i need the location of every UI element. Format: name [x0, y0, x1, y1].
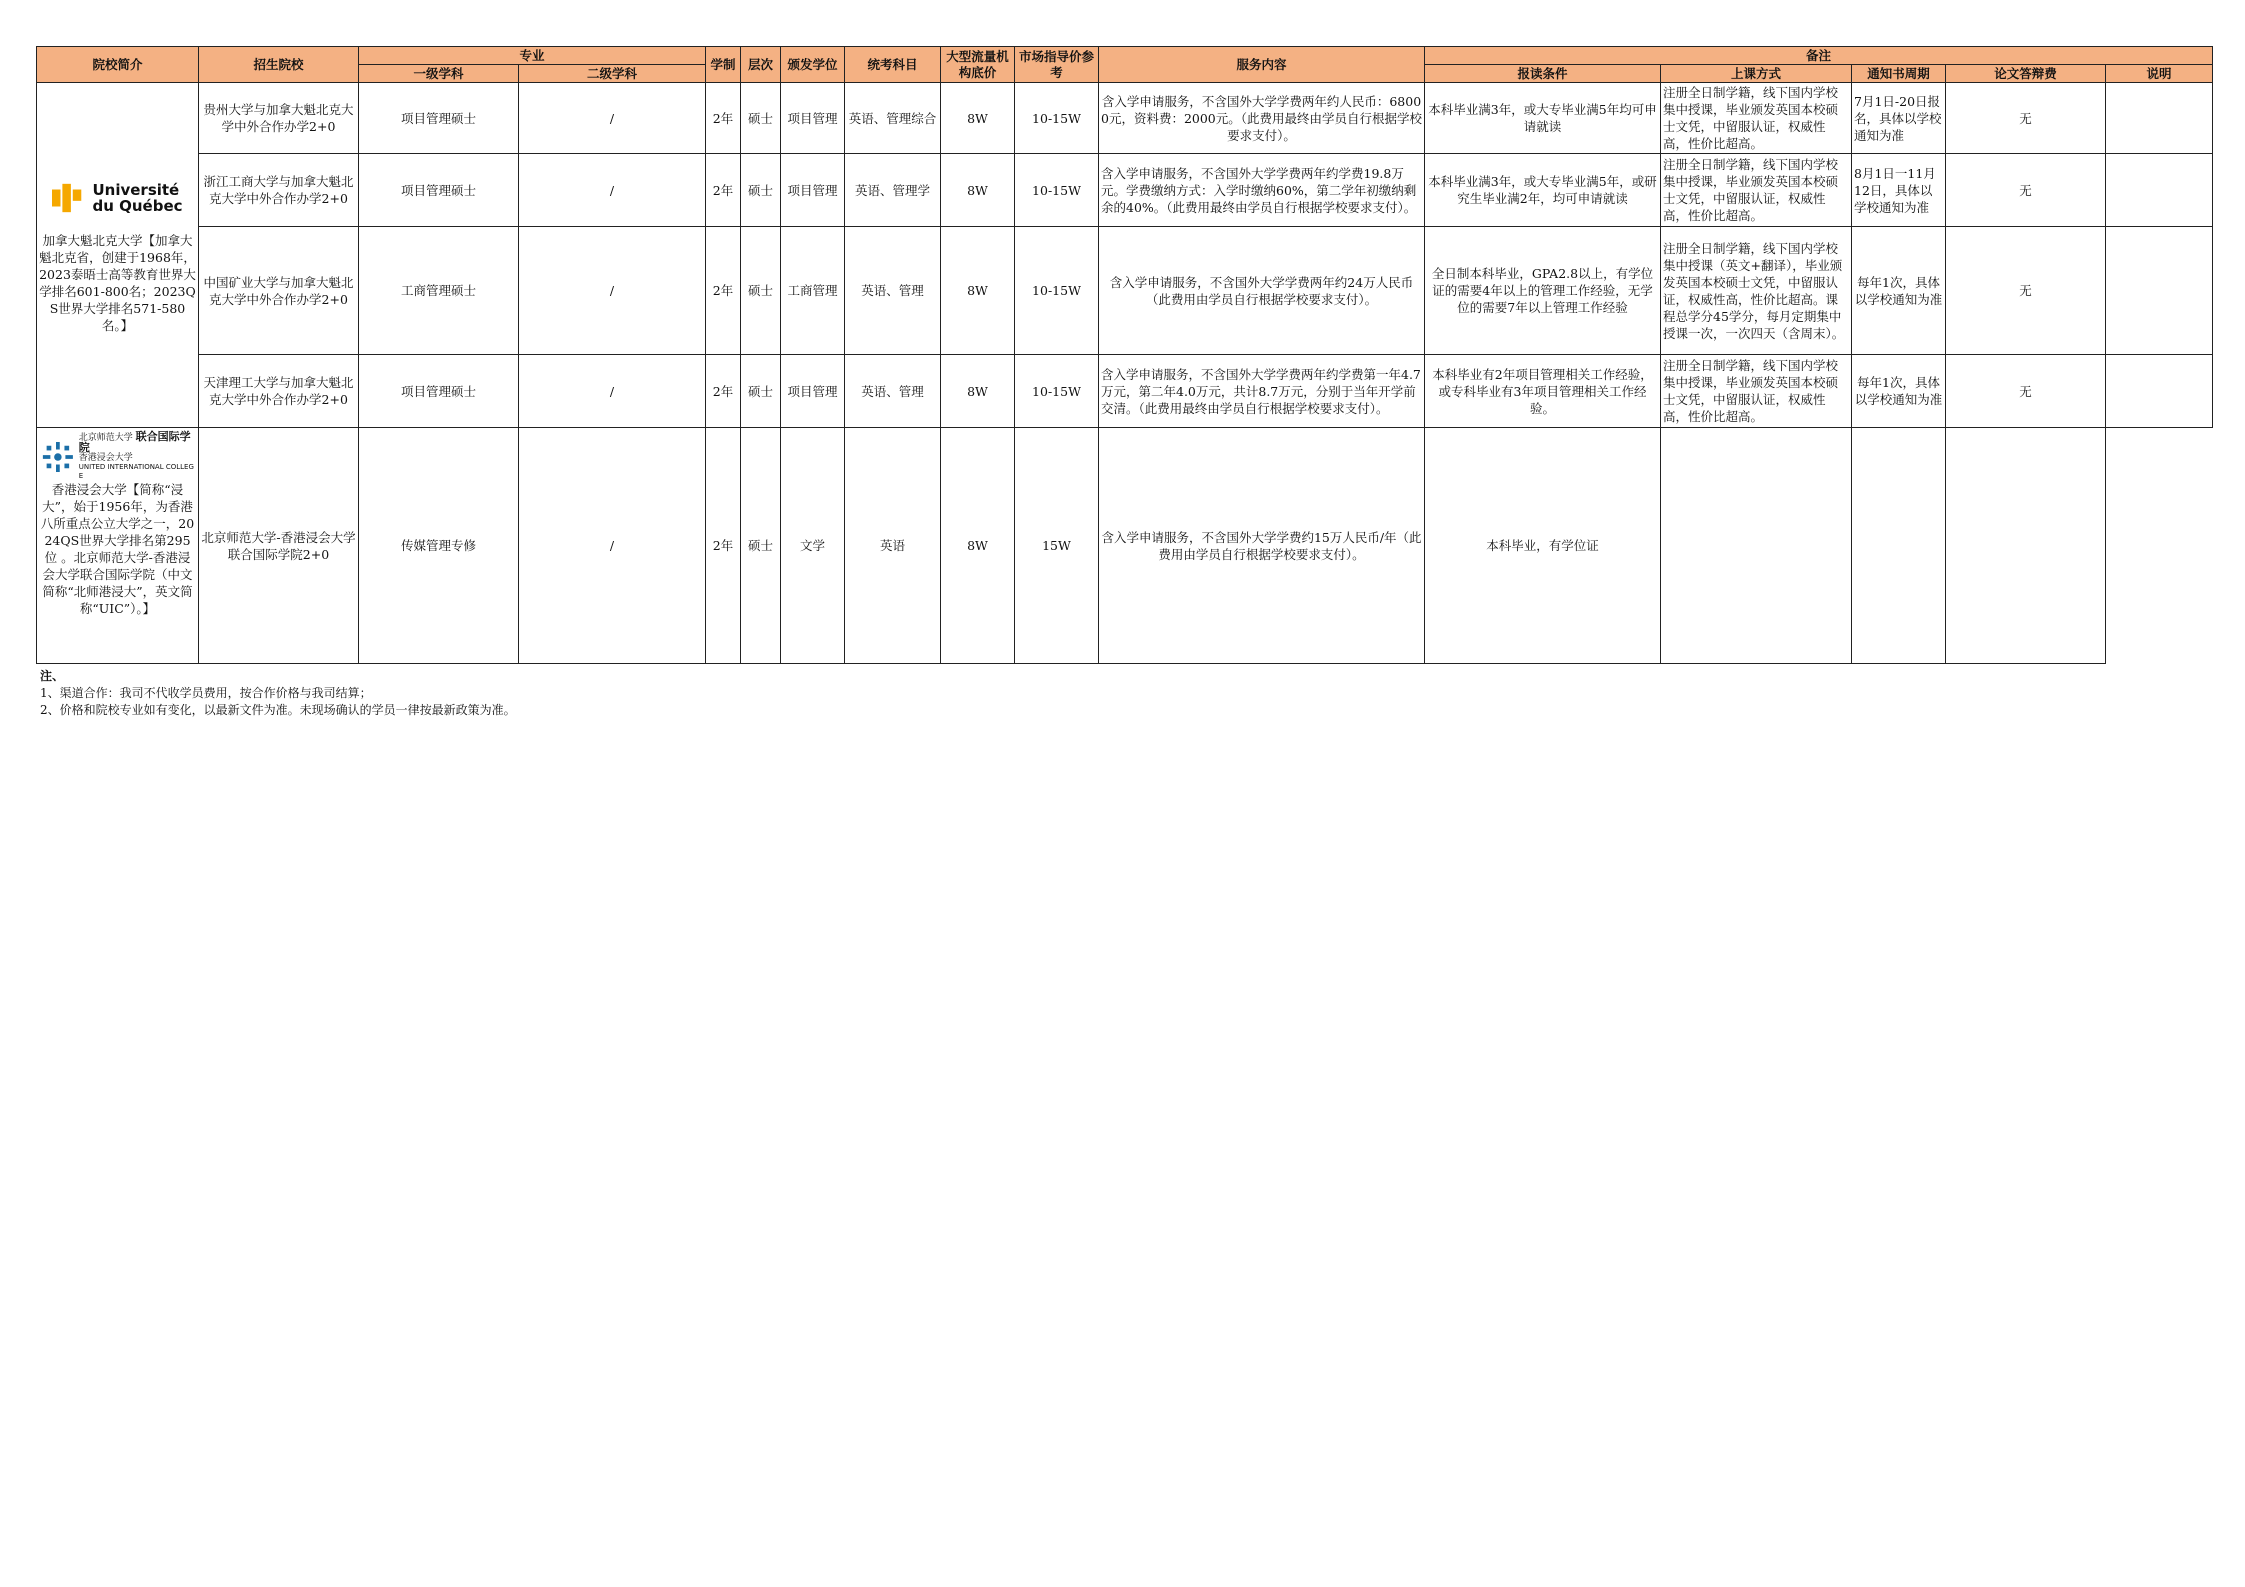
- uic-logo-line1: 北京师范大学: [78, 433, 133, 443]
- table-row: [37, 428, 2213, 664]
- market-price: 10-15W: [1015, 227, 1099, 355]
- col-service: 服务内容: [1099, 47, 1425, 83]
- exam: 英语、管理: [845, 227, 941, 355]
- degree: 工商管理: [781, 227, 845, 355]
- explain: [2106, 355, 2213, 428]
- floor-price: 8W: [941, 355, 1015, 428]
- level: 硕士: [741, 428, 781, 664]
- col-intro: 院校简介: [37, 47, 199, 83]
- table-row: [37, 227, 2213, 355]
- market-price: 15W: [1015, 428, 1099, 664]
- degree: 项目管理: [781, 154, 845, 227]
- service: 含入学申请服务，不含国外大学学费两年约24万人民币（此费用由学员自行根据学校要求支付）。: [1099, 227, 1425, 355]
- level: 硕士: [741, 355, 781, 428]
- duration: 2年: [706, 355, 741, 428]
- notice-cycle: [1852, 428, 1946, 664]
- level: 硕士: [741, 154, 781, 227]
- uq-logo-line2: du Québec: [92, 197, 183, 215]
- service: 含入学申请服务，不含国外大学学费两年约学费19.8万元。学费缴纳方式：入学时缴纳60%，第二学年初缴纳剩余的40%。（此费用最终由学员自行根据学校要求支付）。: [1099, 154, 1425, 227]
- class-mode: 注册全日制学籍，线下国内学校集中授课（英文+翻译），毕业颁发英国本校硕士文凭，中留服认证，权威性高，性价比超高。课程总学分45学分，每月定期集中授课一次，一次四天（含周末）。: [1661, 227, 1852, 355]
- class-mode: [1661, 428, 1852, 664]
- table-row: [37, 355, 2213, 428]
- notice-cycle: 每年1次，具体以学校通知为准: [1852, 355, 1946, 428]
- uic-logo-mark-icon: [41, 439, 75, 475]
- col-thesis-fee: 论文答辩费: [1946, 65, 2106, 83]
- thesis-fee: 无: [1946, 227, 2106, 355]
- major-l1: 工商管理硕士: [359, 227, 519, 355]
- table-row: [37, 83, 2213, 154]
- explain: [2106, 227, 2213, 355]
- exam: 英语: [845, 428, 941, 664]
- explain: [2106, 154, 2213, 227]
- notice-cycle: 7月1日-20日报名，具体以学校通知为准: [1852, 83, 1946, 154]
- table-row: [37, 154, 2213, 227]
- uic-logo-line4: UNITED INTERNATIONAL COLLEGE: [78, 463, 194, 480]
- thesis-fee: [1946, 428, 2106, 664]
- requirement: 本科毕业满3年，或大专毕业满5年均可申请就读: [1425, 83, 1661, 154]
- school-name: 中国矿业大学与加拿大魁北克大学中外合作办学2+0: [199, 227, 359, 355]
- notes: [40, 668, 516, 719]
- explain: [2106, 428, 2213, 664]
- duration: 2年: [706, 154, 741, 227]
- col-major-l1: 一级学科: [359, 65, 519, 83]
- major-l1: 项目管理硕士: [359, 355, 519, 428]
- school-intro-text: 加拿大魁北克大学【加拿大魁北克省，创建于1968年，2023泰晤士高等教育世界大学排名601-800名；2023QS世界大学排名571-580名。】: [39, 233, 196, 333]
- uic-logo-line2: 香港浸会大学: [78, 453, 133, 463]
- col-level: 层次: [741, 47, 781, 83]
- col-market-price: 市场指导价参考: [1015, 47, 1099, 83]
- floor-price: 8W: [941, 154, 1015, 227]
- major-l2: /: [519, 428, 706, 664]
- market-price: 10-15W: [1015, 83, 1099, 154]
- exam: 英语、管理综合: [845, 83, 941, 154]
- col-notice-cycle: 通知书周期: [1852, 65, 1946, 83]
- uq-logo: [39, 182, 196, 214]
- note-item: 2、价格和院校专业如有变化，以最新文件为准。未现场确认的学员一律按最新政策为准。: [40, 703, 516, 717]
- school-name: 贵州大学与加拿大魁北克大学中外合作办学2+0: [199, 83, 359, 154]
- col-requirement: 报读条件: [1425, 65, 1661, 83]
- col-major: 专业: [359, 47, 706, 65]
- school-intro-cell: [37, 83, 199, 428]
- col-exam: 统考科目: [845, 47, 941, 83]
- class-mode: 注册全日制学籍，线下国内学校集中授课，毕业颁发英国本校硕士文凭，中留服认证，权威性高，性价比超高。: [1661, 154, 1852, 227]
- degree: 文学: [781, 428, 845, 664]
- uq-logo-line1: Université: [92, 181, 180, 199]
- service: 含入学申请服务，不含国外大学学费约15万人民币/年（此费用由学员自行根据学校要求支付）。: [1099, 428, 1425, 664]
- col-explain: 说明: [2106, 65, 2213, 83]
- floor-price: 8W: [941, 83, 1015, 154]
- col-duration: 学制: [706, 47, 741, 83]
- col-remarks: 备注: [1425, 47, 2213, 65]
- degree: 项目管理: [781, 355, 845, 428]
- duration: 2年: [706, 227, 741, 355]
- uq-logo-mark-icon: [52, 183, 86, 213]
- duration: 2年: [706, 428, 741, 664]
- degree: 项目管理: [781, 83, 845, 154]
- school-intro-text: 香港浸会大学【简称“浸大”，始于1956年，为香港八所重点公立大学之一，2024QS世界大学排名第295位 。北京师范大学-香港浸会大学联合国际学院（中文简称“北师港浸大”，英文简称“UIC”）。】: [40, 482, 195, 616]
- uic-logo: [41, 432, 194, 481]
- note-item: 1、渠道合作：我司不代收学员费用，按合作价格与我司结算；: [40, 686, 372, 700]
- uic-logo-line3: 联合国际学院: [78, 430, 191, 454]
- thesis-fee: 无: [1946, 154, 2106, 227]
- level: 硕士: [741, 227, 781, 355]
- major-l2: /: [519, 83, 706, 154]
- major-l2: /: [519, 154, 706, 227]
- explain: [2106, 83, 2213, 154]
- exam: 英语、管理学: [845, 154, 941, 227]
- thesis-fee: 无: [1946, 355, 2106, 428]
- level: 硕士: [741, 83, 781, 154]
- school-name: 浙江工商大学与加拿大魁北克大学中外合作办学2+0: [199, 154, 359, 227]
- requirement: 本科毕业满3年，或大专毕业满5年，或研究生毕业满2年，均可申请就读: [1425, 154, 1661, 227]
- col-major-l2: 二级学科: [519, 65, 706, 83]
- major-l1: 传媒管理专修: [359, 428, 519, 664]
- col-floor-price: 大型流量机构底价: [941, 47, 1015, 83]
- school-intro-cell: [37, 428, 199, 664]
- requirement: 本科毕业有2年项目管理相关工作经验，或专科毕业有3年项目管理相关工作经验。: [1425, 355, 1661, 428]
- service: 含入学申请服务，不含国外大学学费两年约人民币：68000元，资料费：2000元。（此费用最终由学员自行根据学校要求支付）。: [1099, 83, 1425, 154]
- requirement: 全日制本科毕业，GPA2.8以上，有学位证的需要4年以上的管理工作经验，无学位的需要7年以上管理工作经验: [1425, 227, 1661, 355]
- program-table: [36, 46, 2213, 664]
- service: 含入学申请服务，不含国外大学学费两年约学费第一年4.7万元，第二年4.0万元，共计8.7万元，分别于当年开学前交清。（此费用最终由学员自行根据学校要求支付）。: [1099, 355, 1425, 428]
- floor-price: 8W: [941, 428, 1015, 664]
- notes-title: 注、: [40, 669, 65, 683]
- major-l2: /: [519, 227, 706, 355]
- requirement: 本科毕业，有学位证: [1425, 428, 1661, 664]
- school-name: 天津理工大学与加拿大魁北克大学中外合作办学2+0: [199, 355, 359, 428]
- class-mode: 注册全日制学籍，线下国内学校集中授课，毕业颁发英国本校硕士文凭，中留服认证，权威性高，性价比超高。: [1661, 355, 1852, 428]
- col-degree: 颁发学位: [781, 47, 845, 83]
- notice-cycle: 8月1日一11月12日，具体以学校通知为准: [1852, 154, 1946, 227]
- class-mode: 注册全日制学籍，线下国内学校集中授课，毕业颁发英国本校硕士文凭，中留服认证，权威性高，性价比超高。: [1661, 83, 1852, 154]
- school-name: 北京师范大学-香港浸会大学联合国际学院2+0: [199, 428, 359, 664]
- notice-cycle: 每年1次，具体以学校通知为准: [1852, 227, 1946, 355]
- major-l2: /: [519, 355, 706, 428]
- market-price: 10-15W: [1015, 355, 1099, 428]
- duration: 2年: [706, 83, 741, 154]
- col-class-mode: 上课方式: [1661, 65, 1852, 83]
- major-l1: 项目管理硕士: [359, 83, 519, 154]
- market-price: 10-15W: [1015, 154, 1099, 227]
- exam: 英语、管理: [845, 355, 941, 428]
- thesis-fee: 无: [1946, 83, 2106, 154]
- floor-price: 8W: [941, 227, 1015, 355]
- major-l1: 项目管理硕士: [359, 154, 519, 227]
- col-school: 招生院校: [199, 47, 359, 83]
